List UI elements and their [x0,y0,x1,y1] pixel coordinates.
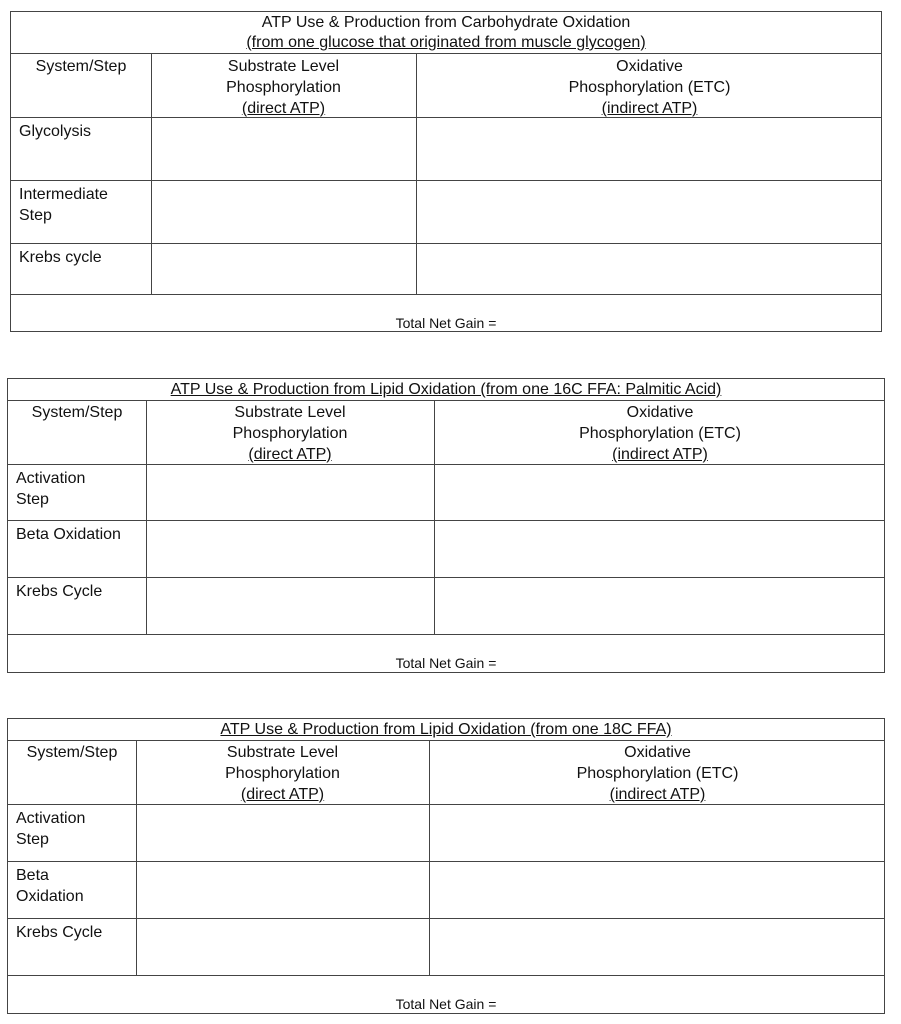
col-header-system: System/Step [26,744,118,761]
table-title [8,719,884,741]
18c-ffa-atp-table [7,718,885,1014]
table-title [8,379,884,401]
total-net-gain: Total Net Gain = [395,315,497,331]
table-row: Krebs Cycle [16,583,103,600]
col-header-oxidative: Oxidative Phosphorylation (ETC) (indirect ATP) [568,58,731,117]
palmitic-acid-atp-table [7,378,885,673]
col-header-substrate: Substrate Level Phosphorylation (direct ATP) [232,404,348,463]
divider [136,741,137,975]
table-row: Beta Oxidation [16,867,84,905]
table-row: Glycolysis [19,123,92,140]
divider [416,54,417,294]
col-header-system: System/Step [31,404,123,421]
total-net-gain: Total Net Gain = [395,996,497,1012]
col-header-substrate: Substrate Level Phosphorylation (direct ATP) [226,58,341,117]
table-row: Krebs cycle [19,249,102,266]
table-row: Activation Step [16,810,86,848]
table-title [11,12,881,54]
col-header-oxidative: Oxidative Phosphorylation (ETC) (indirect ATP) [576,744,739,803]
divider [8,634,884,635]
title-line: ATP Use & Production from Carbohydrate Oxidation [261,14,631,31]
title-line: ATP Use & Production from Lipid Oxidation (from one 18C FFA) [220,721,672,738]
divider [8,975,884,976]
col-header-system: System/Step [35,58,127,75]
carbohydrate-atp-table [10,11,882,332]
divider [146,401,147,634]
table-row: Beta Oxidation [16,526,121,543]
title-line: ATP Use & Production from Lipid Oxidation (from one 16C FFA: Palmitic Acid) [170,381,722,398]
total-net-gain: Total Net Gain = [395,655,497,671]
divider [434,401,435,634]
col-header-oxidative: Oxidative Phosphorylation (ETC) (indirect ATP) [579,404,741,463]
table-row: Krebs Cycle [16,924,103,941]
divider [8,804,884,805]
col-header-substrate: Substrate Level Phosphorylation (direct ATP) [225,744,340,803]
title-subline: (from one glucose that originated from muscle glycogen) [246,34,646,51]
divider [8,861,884,862]
table-row: Intermediate Step [19,186,108,224]
divider [429,741,430,975]
divider [151,54,152,294]
divider [11,294,881,295]
table-row: Activation Step [16,470,86,508]
divider [8,918,884,919]
